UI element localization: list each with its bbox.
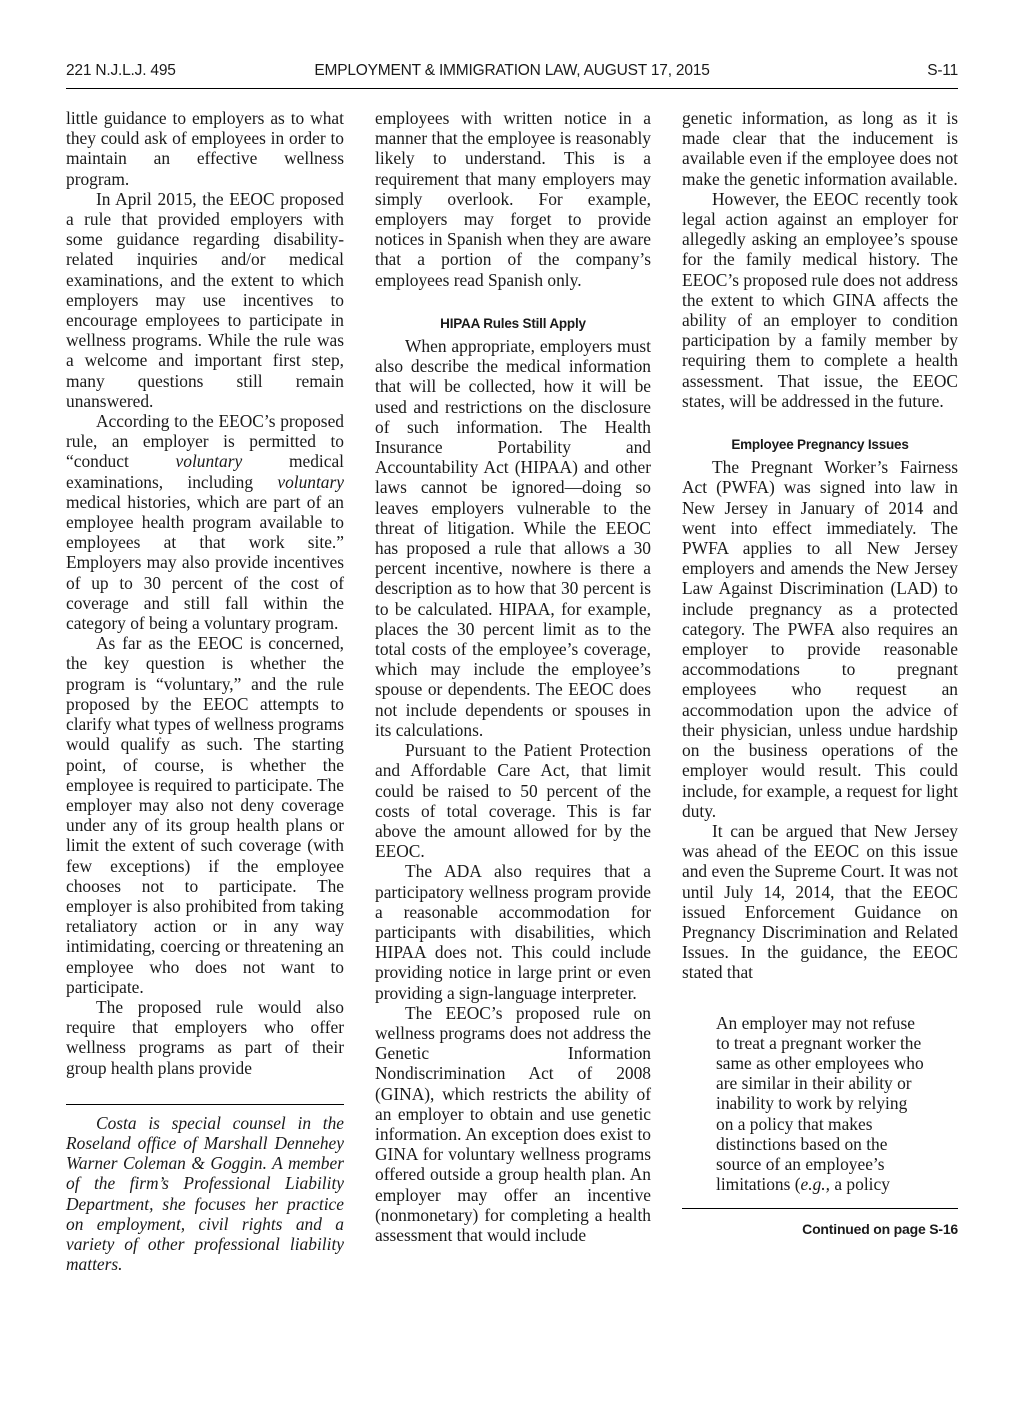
emphasis: e.g., <box>800 1174 831 1195</box>
section-title: EMPLOYMENT & IMMIGRATION LAW, AUGUST 17, 2015 <box>314 62 710 79</box>
paragraph: In April 2015, the EEOC proposed a rule that provided employers with some guidance regarding disability-related inquiries and/or medical examinations, and the extent to which employers may use incentives to encourage employees to participate in wellness programs. While the rule was a welcome and important first step, many questions still remain unanswered. <box>66 188 344 411</box>
paragraph: genetic information, as long as it is made clear that the inducement is available even if the employee does not make the genetic information available. <box>682 108 958 189</box>
paragraph: When appropriate, employers must also describe the medical information that will be collected, how it will be used and restrictions on the disclosure of such information. The Health Insurance Portability and Accountability Act (HIPAA) and other laws cannot be ignored—doing so leaves employers vulnerable to the threat of litigation. While the EEOC has proposed a rule that allows a 30 percent incentive, nowhere is there a description as to how that 30 percent is to be calculated. HIPAA, for example, places the 30 percent limit as to the total costs of the employee’s coverage, which may include the employee’s spouse or dependents. The EEOC does not include dependents or spouses in its calculations. <box>375 336 651 740</box>
paragraph: Pursuant to the Patient Protection and Affordable Care Act, that limit could be raised to 50 percent of the costs of total coverage. This is far above the amount allowed for by the EEOC. <box>375 740 651 862</box>
section-heading: Employee Pregnancy Issues <box>731 437 909 453</box>
section-heading: HIPAA Rules Still Apply <box>440 315 586 331</box>
header-rule <box>66 88 958 89</box>
author-footnote: Costa is special counsel in the Roseland office of Marshall Dennehey Warner Coleman & Goggin. A member of the firm’s Professional Liability Department, she focuses her practice on employment, civil rights and a variety of other professional liability matters. <box>66 1112 344 1275</box>
paragraph: The EEOC’s proposed rule on wellness programs does not address the Genetic Information Nondiscrimination Act of 2008 (GINA), which restricts the ability of an employer to obtain and use genetic information. An exception does exist to GINA for voluntary wellness programs offered outside a group health plan. An employer may offer an incentive (nonmonetary) for completing a health assessment that would include <box>375 1002 651 1245</box>
emphasis: voluntary <box>277 471 344 492</box>
text-run: medical examinations, including <box>66 451 344 492</box>
paragraph: The ADA also requires that a participatory wellness program provide a reasonable accommodation for participants with disabilities, which HIPAA does not. This could include providing notice in large print or even providing a sign-language interpreter. <box>375 861 651 1003</box>
footnote-rule <box>66 1104 344 1105</box>
paragraph: The proposed rule would also require that employers who offer wellness programs as part of their group health plans provide <box>66 996 344 1078</box>
page-header <box>66 62 958 90</box>
paragraph: The Pregnant Worker’s Fairness Act (PWFA) was signed into law in New Jersey in January of 2014 and went into effect immediately. The PWFA applies to all New Jersey employers and amends the New Jersey Law Against Discrimination (LAD) to include pregnancy as a protected category. The PWFA also requires an employer to provide reasonable accommodations to pregnant employees who request an accommodation upon the advice of their physician, unless undue hardship on the business operations of the employer would result. This could include, for example, a request for light duty. <box>682 457 958 821</box>
paragraph: little guidance to employers as to what they could ask of employees in order to maintain an effective wellness program. <box>66 108 344 189</box>
emphasis: voluntary <box>175 451 243 472</box>
column-2 <box>375 108 651 1245</box>
text-run: According to the EEOC’s proposed rule, an employer is permitted to “conduct <box>66 411 344 472</box>
text-run: An employer may not refuse to treat a pregnant worker the same as other employees who are similar in their ability or inability to work by relying on a policy that makes distinctions based on the source of an employee’s limitations ( <box>716 1012 924 1195</box>
paragraph: However, the EEOC recently took legal action against an employer for allegedly asking an employee’s spouse for the family medical history. The EEOC’s proposed rule does not address the extent to which GINA affects the ability of an employer to condition participation by a family member by requiring them to complete a health assessment. That issue, the EEOC states, will be addressed in the future. <box>682 188 958 411</box>
block-quote <box>716 1013 926 1195</box>
text-run: medical histories, which are part of an employee health program available to employees at that work site.” Employers may also provide incentives of up to 30 percent of the cost of coverage and still fall within the category of being a voluntary program. <box>66 491 344 634</box>
quote-text <box>716 1013 926 1195</box>
paragraph: employees with written notice in a manner that the employee is reasonably likely to understand. This is a requirement that many employers may simply overlook. For example, employers may forget to provide notices in Spanish when they are aware that a portion of the company’s employees read Spanish only. <box>375 108 651 290</box>
paragraph <box>66 411 344 633</box>
column-1 <box>66 108 344 1274</box>
text-run: a policy <box>830 1174 890 1195</box>
paragraph: As far as the EEOC is concerned, the key question is whether the program is “voluntary,” and the rule proposed by the EEOC attempts to clarify what types of wellness programs would qualify as such. The starting point, of course, is whether the employee is required to participate. The employer may also not deny coverage under any of its group health plans or limit the extent of such coverage (with few exceptions) if the employee chooses not to participate. The employer is also prohibited from taking retaliatory action or in any way intimidating, coercing or threatening an employee who does not want to participate. <box>66 633 344 997</box>
continued-link[interactable]: Continued on page S-16 <box>802 1221 958 1238</box>
paragraph: It can be argued that New Jersey was ahead of the EEOC on this issue and even the Supreme Court. It was not until July 14, 2014, that the EEOC issued Enforcement Guidance on Pregnancy Discrimination and Related Issues. In the guidance, the EEOC stated that <box>682 820 958 983</box>
column-3 <box>682 108 958 1240</box>
journal-citation: 221 N.J.L.J. 495 <box>66 62 176 79</box>
continuation-rule <box>682 1208 958 1209</box>
page-number: S-11 <box>927 62 958 79</box>
